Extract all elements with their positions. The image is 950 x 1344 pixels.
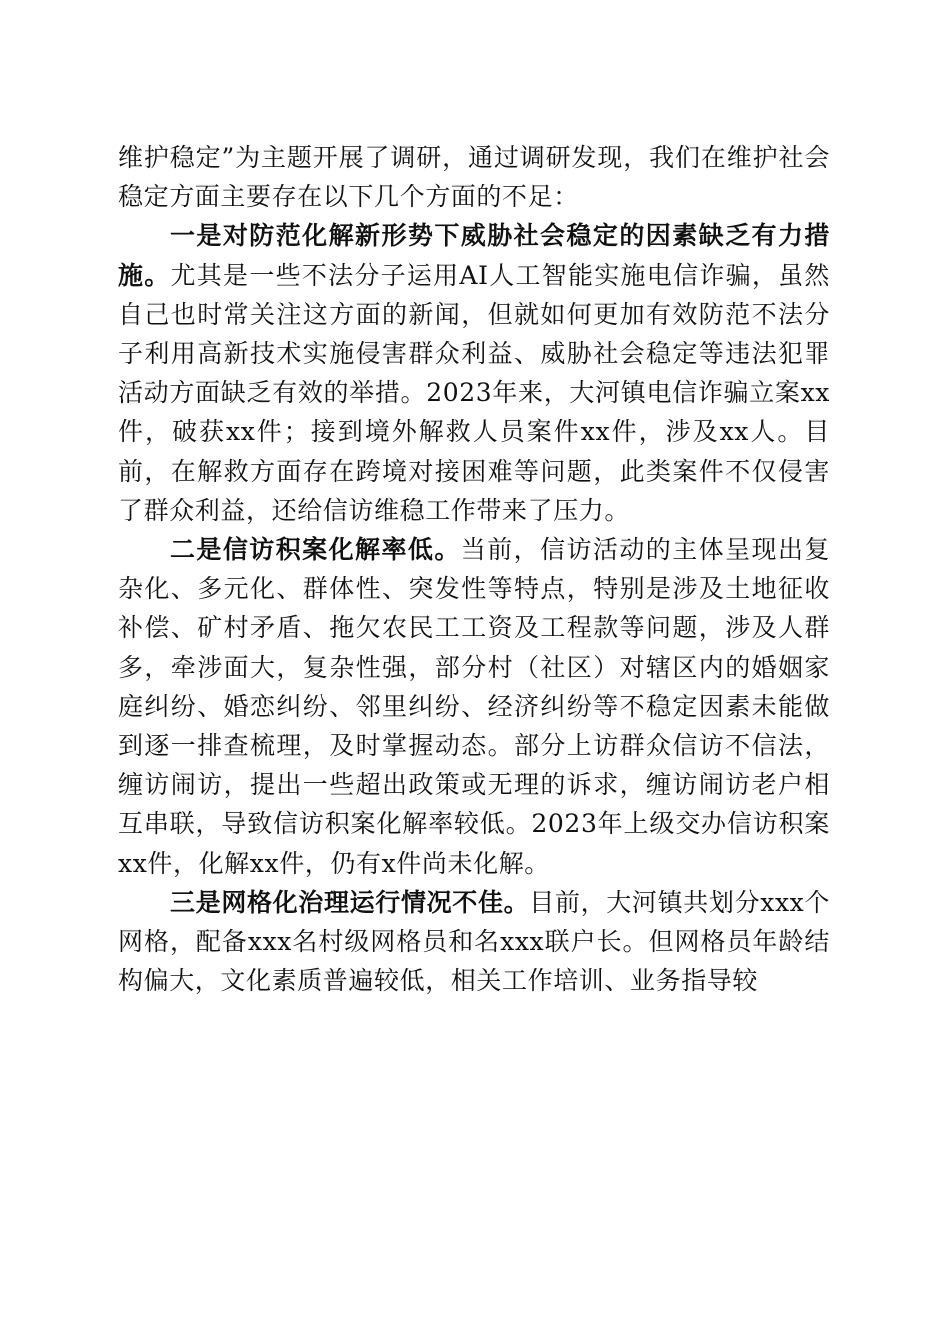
paragraph-point-1 bbox=[118, 216, 830, 530]
paragraph-text: 目前，大河镇共划分xxx个网格，配备xxx名村级网格员和名xxx联户长。但网格员年龄结构偏大，文化素质普遍较低，相关工作培训、业务指导较 bbox=[118, 887, 830, 996]
paragraph-text: 当前，信访活动的主体呈现出复杂化、多元化、群体性、突发性等特点，特别是涉及土地征收补偿、矿村矛盾、拖欠农民工工资及工程款等问题，涉及人群多，牵涉面大，复杂性强，部分村（社区）对辖区内的婚姻家庭纠纷、婚恋纠纷、邻里纠纷、经济纠纷等不稳定因素未能做到逐一排查梳理，及时掌握动态。部分上访群众信访不信法，缠访闹访，提出一些超出政策或无理的诉求，缠访闹访老户相互串联，导致信访积案化解率较低。2023年上级交办信访积案xx件，化解xx件，仍有x件尚未化解。 bbox=[118, 535, 830, 878]
paragraph-lead: 三是网格化治理运行情况不佳。 bbox=[170, 887, 530, 917]
paragraph-text: 维护稳定”为主题开展了调研，通过调研发现，我们在维护社会稳定方面主要存在以下几个方面的不足： bbox=[118, 143, 830, 212]
document-body bbox=[118, 138, 830, 1000]
paragraph-lead: 一是对防范化解新形势下威胁社会稳定的因素缺乏有力措施。 bbox=[118, 221, 830, 290]
paragraph-text: 尤其是一些不法分子运用AI人工智能实施电信诈骗，虽然自己也时常关注这方面的新闻，但就如何更加有效防范不法分子利用高新技术实施侵害群众利益、威胁社会稳定等违法犯罪活动方面缺乏有效的举措。2023年来，大河镇电信诈骗立案xx件，破获xx件；接到境外解救人员案件xx件，涉及xx人。目前，在解救方面存在跨境对接困难等问题，此类案件不仅侵害了群众利益，还给信访维稳工作带来了压力。 bbox=[118, 260, 830, 525]
paragraph-intro bbox=[118, 138, 830, 216]
paragraph-point-2 bbox=[118, 530, 830, 883]
paragraph-lead: 二是信访积案化解率低。 bbox=[170, 535, 461, 565]
paragraph-point-3 bbox=[118, 883, 830, 1001]
